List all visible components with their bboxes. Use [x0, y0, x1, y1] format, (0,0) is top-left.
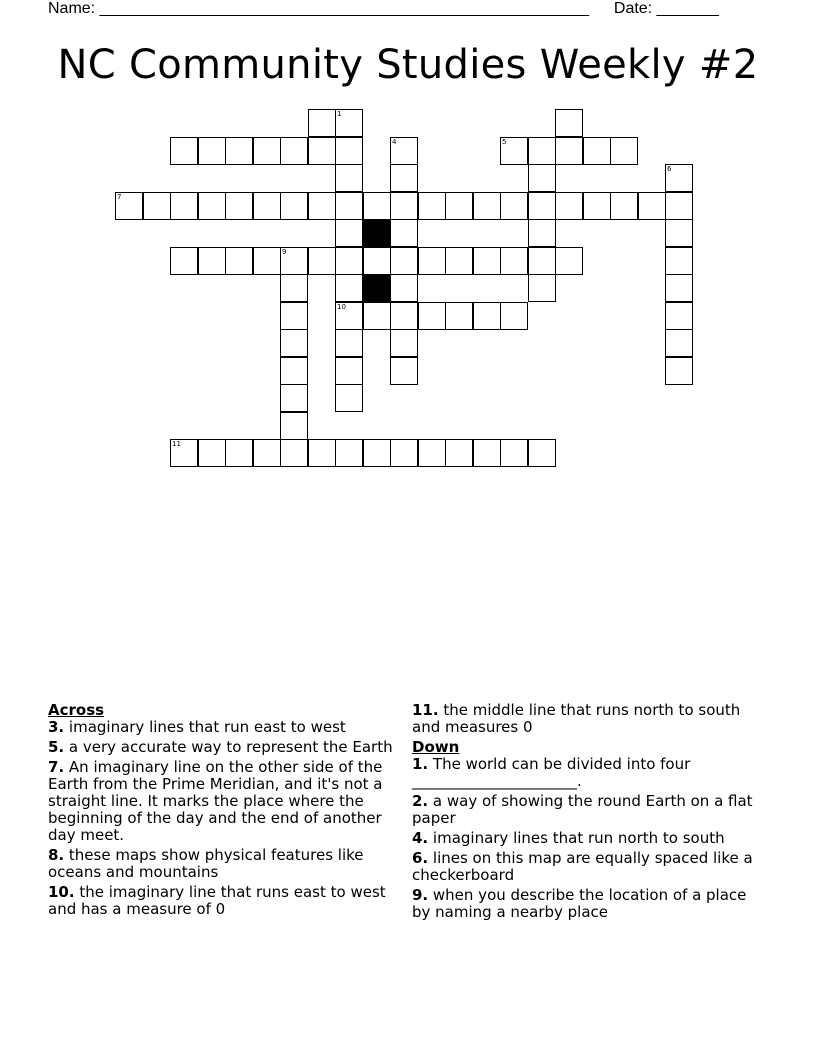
crossword-cell[interactable] — [335, 329, 363, 357]
crossword-cell[interactable] — [555, 137, 583, 165]
crossword-cell[interactable] — [555, 109, 583, 137]
crossword-cell[interactable] — [445, 247, 473, 275]
clue-text: a very accurate way to represent the Earth — [64, 738, 393, 756]
clue-number: 1 — [337, 110, 342, 118]
crossword-cell[interactable] — [473, 302, 501, 330]
down-clue — [412, 756, 757, 790]
across-clue — [48, 847, 408, 881]
clue-label-number: 10. — [48, 883, 75, 901]
crossword-cell[interactable] — [390, 219, 418, 247]
crossword-cell[interactable] — [500, 302, 528, 330]
clue-number: 4 — [392, 137, 397, 146]
across-clue — [48, 759, 408, 844]
crossword-cell[interactable] — [390, 137, 418, 165]
crossword-cell[interactable] — [170, 439, 198, 467]
crossword-cell[interactable] — [500, 247, 528, 275]
crossword-cell[interactable] — [308, 247, 336, 275]
clue-label-number: 4. — [412, 829, 429, 847]
crossword-cell[interactable] — [280, 384, 308, 412]
crossword-cell[interactable] — [308, 137, 336, 165]
clue-label-number: 11. — [412, 701, 439, 719]
crossword-cell[interactable] — [665, 302, 693, 330]
crossword-cell[interactable] — [198, 137, 226, 165]
down-clue — [412, 830, 757, 847]
crossword-cell[interactable] — [418, 247, 446, 275]
crossword-cell[interactable] — [280, 412, 308, 440]
across-clue — [48, 884, 408, 918]
clue-number: 7 — [117, 192, 122, 201]
crossword-cell[interactable] — [473, 192, 501, 220]
down-heading: Down — [412, 738, 460, 756]
crossword-cell[interactable] — [665, 164, 693, 192]
crossword-cell[interactable] — [665, 274, 693, 302]
crossword-cell[interactable] — [610, 192, 638, 220]
crossword-cell[interactable] — [363, 439, 391, 467]
crossword-cell[interactable] — [198, 439, 226, 467]
crossword-cell[interactable] — [528, 219, 556, 247]
down-clue — [412, 887, 757, 921]
clues-right-column — [412, 702, 757, 924]
crossword-cell[interactable] — [308, 109, 336, 137]
crossword-cell[interactable] — [363, 192, 391, 220]
crossword-cell[interactable] — [445, 192, 473, 220]
crossword-cell[interactable] — [638, 192, 666, 220]
clue-label-number: 9. — [412, 886, 429, 904]
date-field-label: Date: _______ — [613, 0, 719, 17]
crossword-cell[interactable] — [335, 439, 363, 467]
crossword-black-cell — [363, 274, 391, 302]
crossword-cell[interactable] — [418, 192, 446, 220]
clue-text: imaginary lines that run east to west — [64, 718, 346, 736]
crossword-cell[interactable] — [280, 329, 308, 357]
crossword-cell[interactable] — [418, 439, 446, 467]
crossword-cell[interactable] — [253, 137, 281, 165]
crossword-cell[interactable] — [335, 302, 363, 330]
crossword-cell[interactable] — [665, 192, 693, 220]
clue-text: The world can be divided into four ______________________. — [412, 755, 691, 790]
clue-label-number: 8. — [48, 846, 65, 864]
clue-number: 10 — [337, 302, 346, 311]
crossword-cell[interactable] — [170, 247, 198, 275]
crossword-cell[interactable] — [363, 247, 391, 275]
crossword-black-cell — [363, 219, 391, 247]
crossword-cell[interactable] — [115, 192, 143, 220]
crossword-cell[interactable] — [500, 192, 528, 220]
crossword-cell[interactable] — [390, 439, 418, 467]
crossword-cell[interactable] — [528, 439, 556, 467]
clue-label-number: 5. — [48, 738, 65, 756]
clue-label-number: 7. — [48, 758, 65, 776]
crossword-cell[interactable] — [335, 384, 363, 412]
crossword-cell[interactable] — [335, 192, 363, 220]
crossword-cell[interactable] — [280, 192, 308, 220]
crossword-cell[interactable] — [445, 302, 473, 330]
across-clue — [412, 702, 757, 736]
crossword-cell[interactable] — [665, 247, 693, 275]
crossword-cell[interactable] — [335, 109, 363, 137]
crossword-cell[interactable] — [473, 247, 501, 275]
clue-label-number: 1. — [412, 755, 429, 773]
clue-text: the imaginary line that runs east to west and has a measure of 0 — [48, 883, 386, 918]
crossword-cell[interactable] — [335, 137, 363, 165]
crossword-cell[interactable] — [225, 137, 253, 165]
crossword-grid — [0, 0, 816, 480]
clue-label-number: 3. — [48, 718, 65, 736]
clue-text: these maps show physical features like oceans and mountains — [48, 846, 364, 881]
crossword-cell[interactable] — [253, 439, 281, 467]
crossword-cell[interactable] — [280, 137, 308, 165]
crossword-cell[interactable] — [335, 357, 363, 385]
crossword-cell[interactable] — [253, 247, 281, 275]
crossword-cell[interactable] — [583, 137, 611, 165]
crossword-cell[interactable] — [665, 329, 693, 357]
crossword-cell[interactable] — [528, 274, 556, 302]
crossword-cell[interactable] — [583, 192, 611, 220]
crossword-cell[interactable] — [473, 439, 501, 467]
clue-number: 5 — [502, 137, 507, 146]
name-field-label: Name: _______________________________________________________ — [48, 0, 589, 17]
crossword-cell[interactable] — [280, 302, 308, 330]
clue-label-number: 6. — [412, 849, 429, 867]
crossword-cell[interactable] — [528, 192, 556, 220]
crossword-cell[interactable] — [308, 439, 336, 467]
crossword-cell[interactable] — [280, 274, 308, 302]
crossword-cell[interactable] — [555, 247, 583, 275]
clues-left-column — [48, 702, 408, 921]
crossword-cell[interactable] — [280, 357, 308, 385]
crossword-cell[interactable] — [170, 137, 198, 165]
crossword-cell[interactable] — [170, 192, 198, 220]
crossword-cell[interactable] — [225, 439, 253, 467]
crossword-cell[interactable] — [308, 192, 336, 220]
crossword-cell[interactable] — [335, 274, 363, 302]
down-clue — [412, 793, 757, 827]
crossword-cell[interactable] — [390, 274, 418, 302]
page-title: NC Community Studies Weekly #2 — [57, 42, 759, 88]
crossword-cell[interactable] — [253, 192, 281, 220]
crossword-cell[interactable] — [665, 357, 693, 385]
crossword-cell[interactable] — [528, 247, 556, 275]
crossword-cell[interactable] — [390, 357, 418, 385]
crossword-cell[interactable] — [390, 302, 418, 330]
crossword-cell[interactable] — [335, 164, 363, 192]
crossword-cell[interactable] — [528, 137, 556, 165]
clue-text: the middle line that runs north to south and measures 0 — [412, 701, 741, 736]
clue-number: 6 — [667, 165, 672, 173]
crossword-cell[interactable] — [280, 439, 308, 467]
crossword-cell[interactable] — [335, 247, 363, 275]
down-clue — [412, 850, 757, 884]
crossword-cell[interactable] — [390, 192, 418, 220]
clue-text: lines on this map are equally spaced like a checkerboard — [412, 849, 753, 884]
clue-label-number: 2. — [412, 792, 429, 810]
crossword-cell[interactable] — [528, 164, 556, 192]
clue-text: when you describe the location of a place by naming a nearby place — [412, 886, 747, 921]
crossword-cell[interactable] — [418, 302, 446, 330]
clue-number: 9 — [282, 247, 287, 256]
crossword-cell[interactable] — [363, 302, 391, 330]
across-heading: Across — [48, 701, 105, 719]
crossword-cell[interactable] — [198, 247, 226, 275]
clue-text: a way of showing the round Earth on a flat paper — [412, 792, 753, 827]
crossword-cell[interactable] — [390, 164, 418, 192]
crossword-cell[interactable] — [143, 192, 171, 220]
across-clue — [48, 739, 408, 756]
crossword-cell[interactable] — [665, 219, 693, 247]
crossword-cell[interactable] — [500, 137, 528, 165]
crossword-cell[interactable] — [555, 192, 583, 220]
crossword-cell[interactable] — [280, 247, 308, 275]
crossword-cell[interactable] — [390, 247, 418, 275]
across-clue — [48, 719, 408, 736]
crossword-cell[interactable] — [335, 219, 363, 247]
clue-text: An imaginary line on the other side of the Earth from the Prime Meridian, and it's not a straight line. It marks the place where the beginning of the day and the end of another day meet. — [48, 758, 383, 844]
crossword-cell[interactable] — [390, 329, 418, 357]
crossword-cell[interactable] — [500, 439, 528, 467]
crossword-cell[interactable] — [225, 247, 253, 275]
crossword-cell[interactable] — [198, 192, 226, 220]
crossword-cell[interactable] — [225, 192, 253, 220]
crossword-cell[interactable] — [610, 137, 638, 165]
clue-number: 11 — [172, 440, 181, 448]
clue-text: imaginary lines that run north to south — [428, 829, 725, 847]
crossword-cell[interactable] — [445, 439, 473, 467]
